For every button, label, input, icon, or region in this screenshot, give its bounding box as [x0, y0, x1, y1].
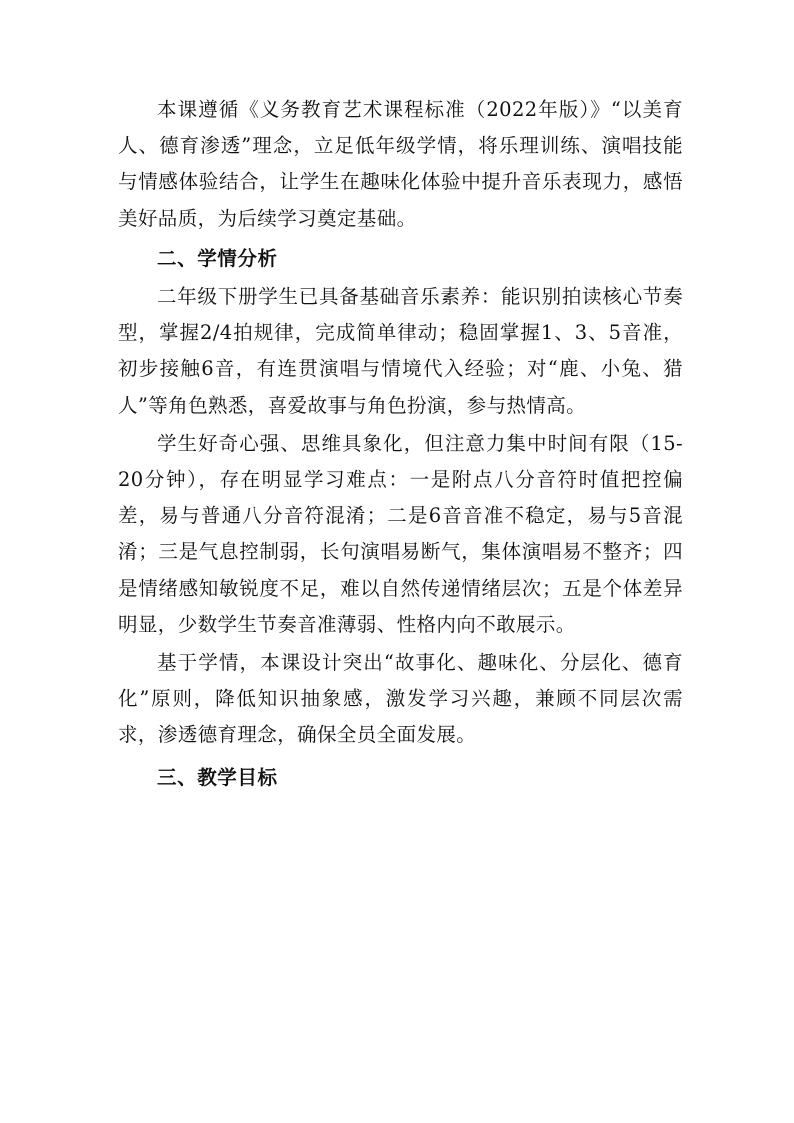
- learning-analysis-paragraph-2: 学生好奇心强、思维具象化，但注意力集中时间有限（15-20分钟），存在明显学习难点：一是附点八分音符时值把控偏差，易与普通八分音符混淆；二是6音音准不稳定，易与5音混淆；三是气息控制弱，长句演唱易断气，集体演唱易不整齐；四是情绪感知敏锐度不足，难以自然传递情绪层次；五是个体差异明显，少数学生节奏音准薄弱、性格内向不敢展示。: [118, 431, 683, 636]
- learning-analysis-paragraph-3: 基于学情，本课设计突出“故事化、趣味化、分层化、德育化”原则，降低知识抽象感，激发学习兴趣，兼顾不同层次需求，渗透德育理念，确保全员全面发展。: [118, 651, 683, 747]
- document-page: [118, 92, 683, 796]
- section-heading-teaching-goals: 三、教学目标: [157, 765, 278, 789]
- learning-analysis-paragraph-1: 二年级下册学生已具备基础音乐素养：能识别拍读核心节奏型，掌握2/4拍规律，完成简单律动；稳固掌握1、3、5音准，初步接触6音，有连贯演唱与情境代入经验；对“鹿、小兔、猎人”等角色熟悉，喜爱故事与角色扮演，参与热情高。: [118, 285, 683, 417]
- section-heading-learning-analysis: 二、学情分析: [157, 246, 278, 270]
- intro-paragraph: 本课遵循《义务教育艺术课程标准（2022年版）》“以美育人、德育渗透”理念，立足低年级学情，将乐理训练、演唱技能与情感体验结合，让学生在趣味化体验中提升音乐表现力，感悟美好品质，为后续学习奠定基础。: [118, 98, 683, 230]
